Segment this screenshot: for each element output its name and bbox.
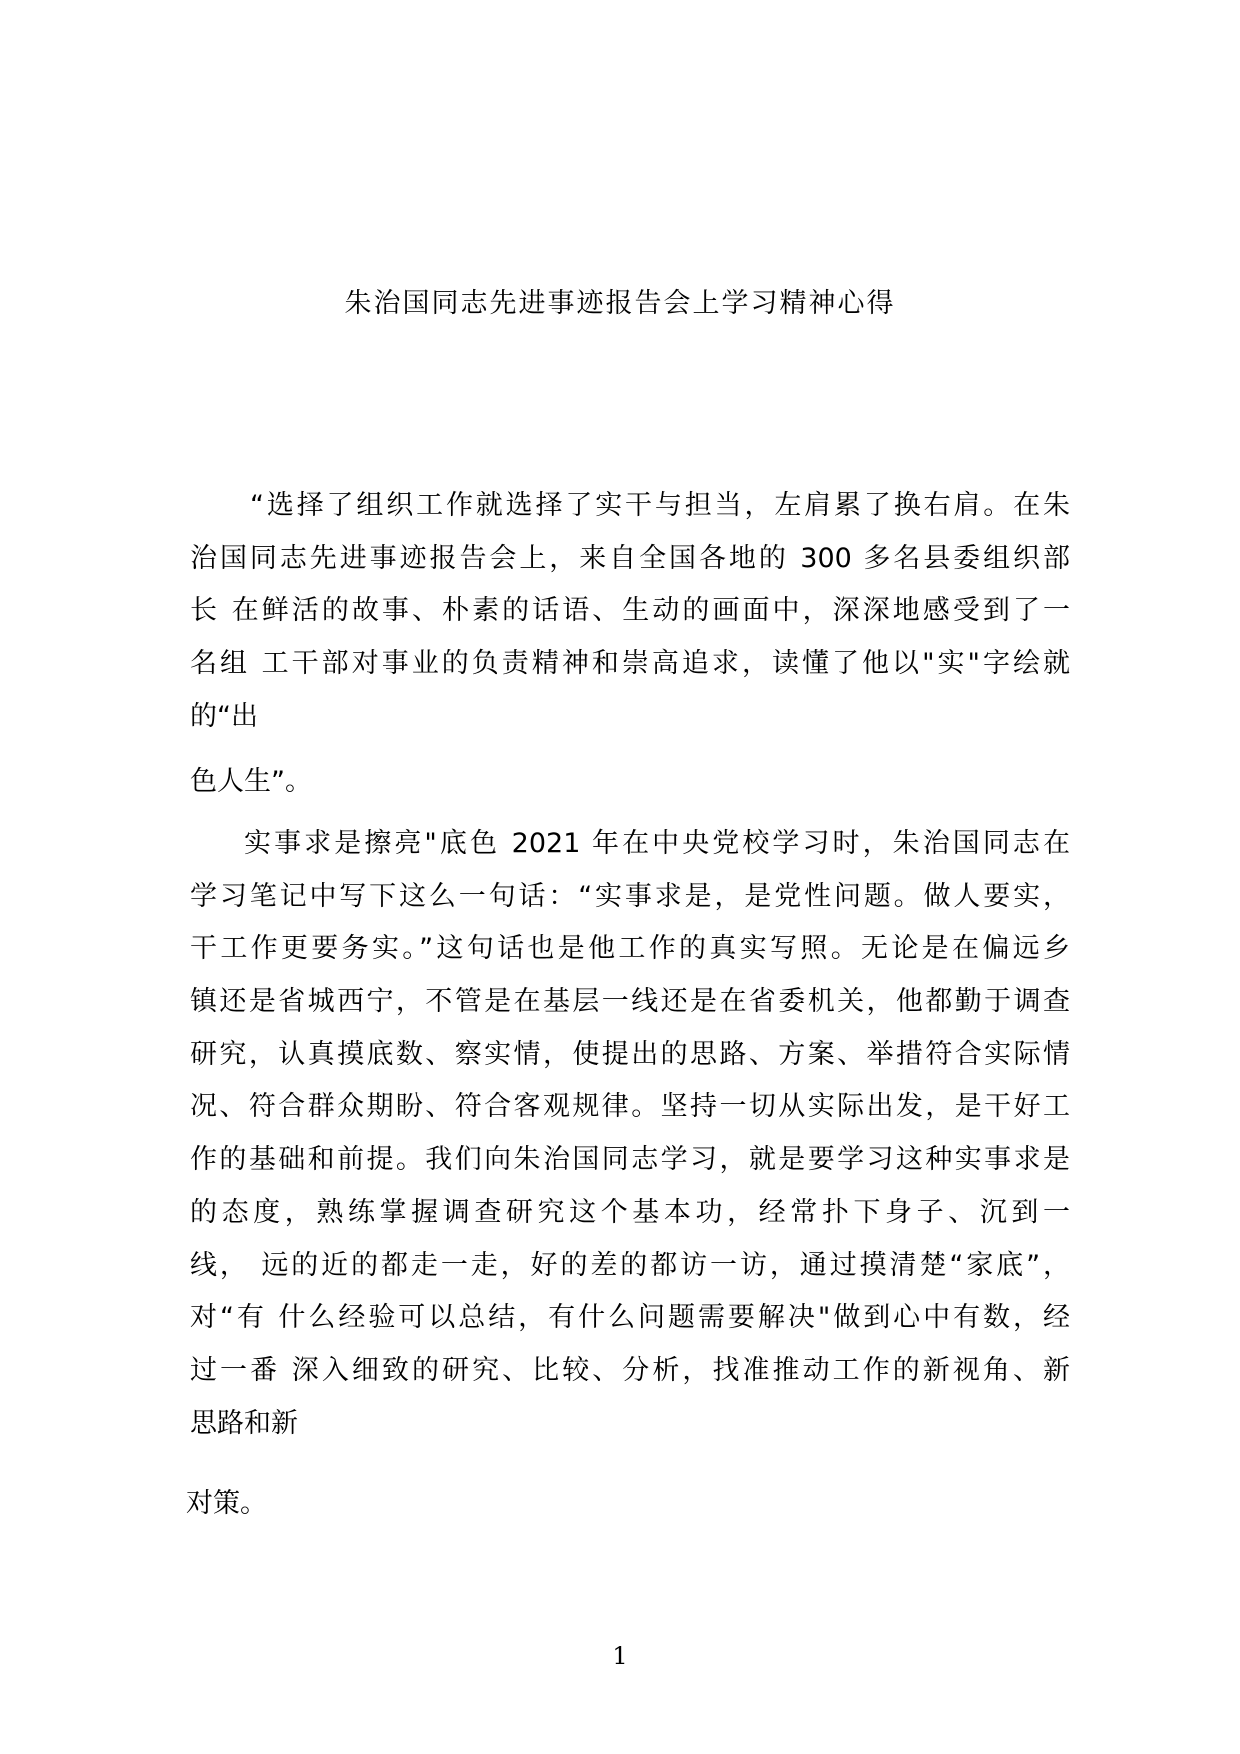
paragraph-2 bbox=[190, 818, 1070, 1450]
paragraph-1-tail bbox=[190, 756, 1070, 809]
paragraph-line: 对“有 什么经验可以总结，有什么问题需要解决"做到心中有数，经 bbox=[190, 1302, 1070, 1334]
paragraph-line: 对策。 bbox=[186, 1488, 267, 1519]
paragraph-1 bbox=[190, 480, 1070, 743]
paragraph-line: 长 在鲜活的故事、朴素的话语、生动的画面中，深深地感受到了一 bbox=[190, 595, 1070, 627]
paragraph-2-tail bbox=[186, 1478, 1066, 1531]
document-title: 朱治国同志先进事迹报告会上学习精神心得 bbox=[344, 288, 896, 319]
paragraph-line: 线， 远的近的都走一走，好的差的都访一访，通过摸清楚“家底”， bbox=[190, 1249, 1070, 1281]
paragraph-line: 学习笔记中写下这么一句话：“实事求是，是党性问题。做人要实， bbox=[190, 880, 1070, 912]
paragraph-line: 色人生”。 bbox=[190, 766, 312, 797]
paragraph-line: 研究，认真摸底数、察实情，使提出的思路、方案、举措符合实际情 bbox=[190, 1038, 1070, 1070]
paragraph-line: 干工作更要务实。”这句话也是他工作的真实写照。无论是在偏远乡 bbox=[190, 933, 1070, 965]
paragraph-line: “选择了组织工作就选择了实干与担当，左肩累了换右肩。在朱 bbox=[250, 490, 1070, 521]
paragraph-line: 过一番 深入细致的研究、比较、分析，找准推动工作的新视角、新 bbox=[190, 1354, 1070, 1386]
paragraph-line: 名组 工干部对事业的负责精神和崇高追求，读懂了他以"实"字绘就 bbox=[190, 648, 1070, 680]
page-number: 1 bbox=[612, 1642, 628, 1670]
paragraph-line: 的态度，熟练掌握调查研究这个基本功，经常扑下身子、沉到一 bbox=[190, 1196, 1070, 1228]
paragraph-line: 况、符合群众期盼、符合客观规律。坚持一切从实际出发，是干好工 bbox=[190, 1091, 1070, 1123]
paragraph-line: 治国同志先进事迹报告会上，来自全国各地的 300 多名县委组织部 bbox=[190, 542, 1070, 574]
paragraph-line: 思路和新 bbox=[190, 1407, 298, 1439]
paragraph-line: 实事求是擦亮"底色 2021 年在中央党校学习时，朱治国同志在 bbox=[244, 828, 1070, 859]
paragraph-line: 的“出 bbox=[190, 700, 258, 732]
paragraph-line: 镇还是省城西宁，不管是在基层一线还是在省委机关，他都勤于调查 bbox=[190, 986, 1070, 1018]
paragraph-line: 作的基础和前提。我们向朱治国同志学习，就是要学习这种实事求是 bbox=[190, 1144, 1070, 1176]
